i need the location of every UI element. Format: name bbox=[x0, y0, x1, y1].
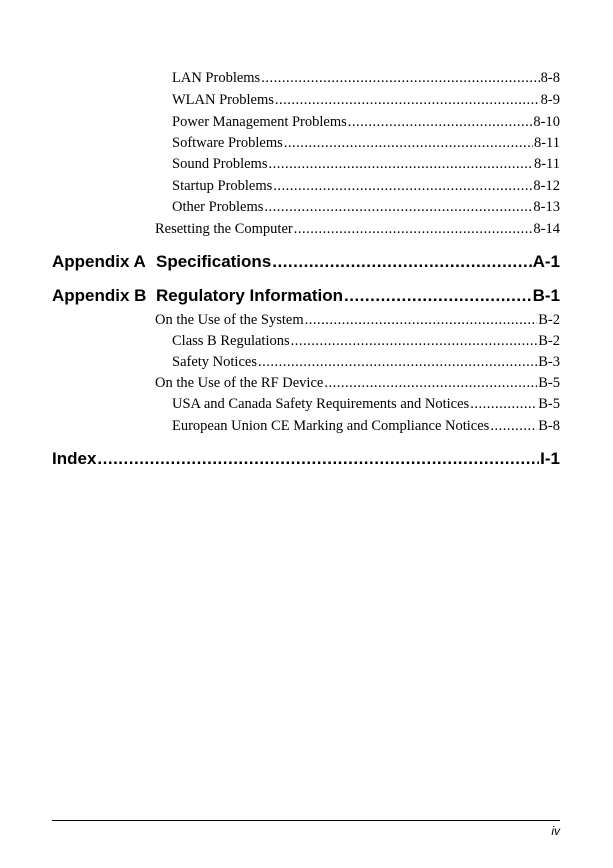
dot-leader bbox=[324, 375, 537, 392]
toc-entry-title: LAN Problems bbox=[172, 70, 261, 86]
toc-entry-index[interactable] bbox=[52, 449, 560, 469]
dot-leader bbox=[272, 252, 531, 272]
toc-entry-title: Regulatory Information bbox=[156, 286, 344, 305]
toc-entry-page: 8-11 bbox=[533, 135, 560, 151]
toc-entry-title: WLAN Problems bbox=[172, 92, 274, 108]
dot-leader bbox=[97, 449, 539, 469]
toc-entry-page: B-5 bbox=[538, 375, 560, 391]
toc-entry-other-problems[interactable] bbox=[172, 199, 560, 216]
toc-entry-page: 8-8 bbox=[540, 70, 560, 86]
toc-entry-page: 8-9 bbox=[540, 92, 560, 108]
toc-entry-title: Software Problems bbox=[172, 135, 283, 151]
toc-entry-page: B-1 bbox=[532, 286, 560, 305]
toc-entry-software-problems[interactable] bbox=[172, 135, 560, 152]
dot-leader bbox=[490, 418, 537, 435]
toc-entry-title: Other Problems bbox=[172, 199, 264, 215]
dot-leader bbox=[348, 114, 533, 131]
dot-leader bbox=[305, 312, 538, 329]
toc-entry-title: Specifications bbox=[156, 252, 272, 271]
toc-entry-wlan-problems[interactable] bbox=[172, 92, 560, 109]
toc-entry-title: Safety Notices bbox=[172, 354, 257, 370]
toc-entry-page: 8-14 bbox=[533, 221, 560, 237]
toc-entry-startup-problems[interactable] bbox=[172, 178, 560, 195]
toc-entry-eu-ce-marking[interactable] bbox=[172, 418, 560, 435]
toc-entry-page: B-2 bbox=[538, 312, 560, 328]
footer-divider bbox=[52, 820, 560, 821]
toc-entry-page: A-1 bbox=[532, 252, 560, 271]
dot-leader bbox=[291, 333, 538, 350]
toc-entry-title: European Union CE Marking and Compliance Notices bbox=[172, 418, 490, 434]
appendix-b-label: Appendix B bbox=[52, 286, 147, 305]
toc-entry-usa-canada-safety[interactable] bbox=[172, 396, 560, 413]
toc-entry-title: Startup Problems bbox=[172, 178, 273, 194]
toc-entry-title: Sound Problems bbox=[172, 156, 268, 172]
toc-entry-title: Power Management Problems bbox=[172, 114, 347, 130]
footer-page-number: iv bbox=[551, 824, 560, 838]
toc-entry-on-the-use-of-the-rf-device[interactable] bbox=[155, 375, 560, 392]
dot-leader bbox=[261, 70, 539, 87]
toc-entry-title: Resetting the Computer bbox=[155, 221, 293, 237]
dot-leader bbox=[268, 156, 532, 173]
toc-entry-class-b-regulations[interactable] bbox=[172, 333, 560, 350]
toc-entry-resetting-the-computer[interactable] bbox=[155, 221, 560, 238]
toc-entry-power-management-problems[interactable] bbox=[172, 114, 560, 131]
toc-entry-page: 8-11 bbox=[533, 156, 560, 172]
toc-entry-page: 8-10 bbox=[533, 114, 560, 130]
toc-entry-title: On the Use of the RF Device bbox=[155, 375, 324, 391]
toc-entry-page: B-3 bbox=[538, 354, 560, 370]
toc-entry-title: On the Use of the System bbox=[155, 312, 304, 328]
toc-entry-page: B-2 bbox=[538, 333, 560, 349]
toc-entry-appendix-a-specifications[interactable] bbox=[156, 252, 560, 272]
toc-entry-sound-problems[interactable] bbox=[172, 156, 560, 173]
toc-entry-page: B-8 bbox=[538, 418, 560, 434]
toc-entry-page: I-1 bbox=[540, 449, 560, 468]
dot-leader bbox=[344, 286, 532, 306]
dot-leader bbox=[273, 178, 532, 195]
toc-entry-title: Class B Regulations bbox=[172, 333, 290, 349]
dot-leader bbox=[470, 396, 537, 413]
toc-entry-safety-notices[interactable] bbox=[172, 354, 560, 371]
toc-entry-page: B-5 bbox=[538, 396, 560, 412]
toc-entry-title: Index bbox=[52, 449, 97, 468]
dot-leader bbox=[284, 135, 533, 152]
toc-entry-lan-problems[interactable] bbox=[172, 70, 560, 87]
toc-entry-page: 8-12 bbox=[533, 178, 560, 194]
dot-leader bbox=[258, 354, 537, 371]
toc-entry-on-the-use-of-the-system[interactable] bbox=[155, 312, 560, 329]
toc-entry-appendix-b-regulatory-information[interactable] bbox=[156, 286, 560, 306]
dot-leader bbox=[275, 92, 540, 109]
dot-leader bbox=[294, 221, 533, 238]
dot-leader bbox=[264, 199, 532, 216]
appendix-a-label: Appendix A bbox=[52, 252, 146, 271]
toc-entry-page: 8-13 bbox=[533, 199, 560, 215]
toc-entry-title: USA and Canada Safety Requirements and Notices bbox=[172, 396, 470, 412]
